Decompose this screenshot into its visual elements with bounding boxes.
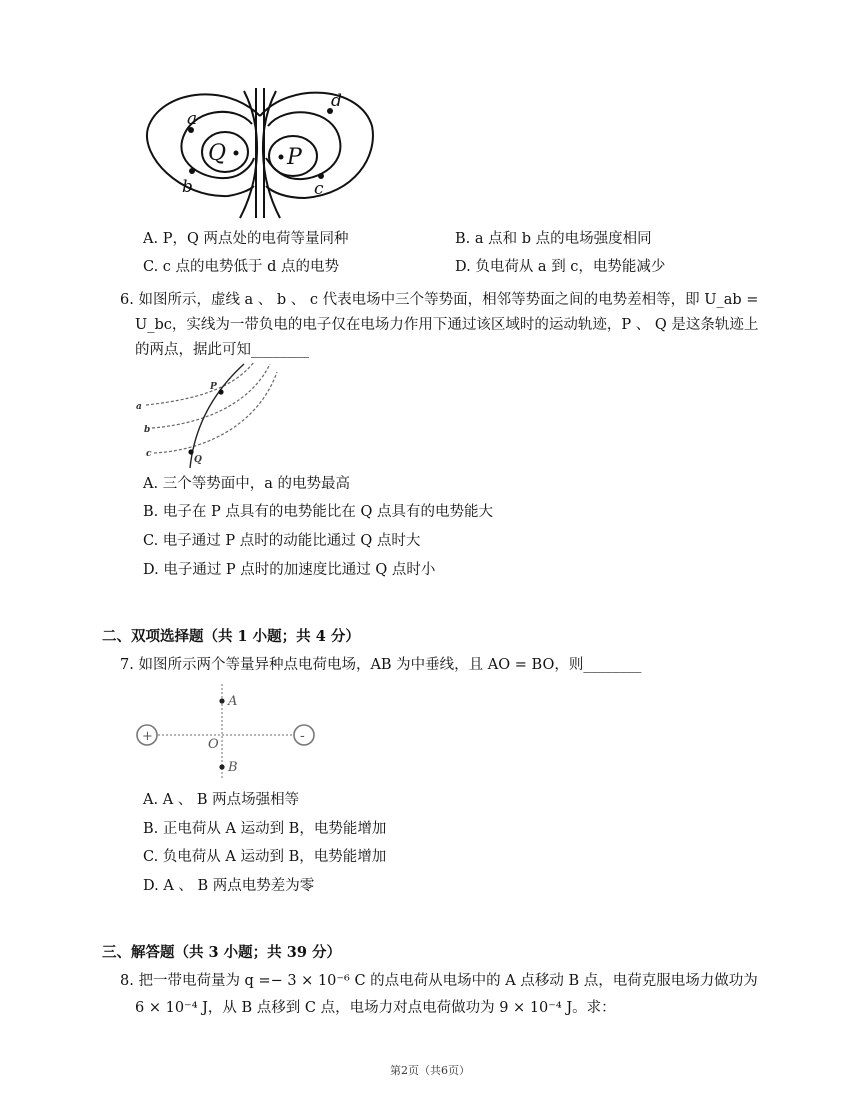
q7-negative-charge: - — [300, 728, 305, 744]
q6-stem-line3: 的两点，据此可知________ — [135, 342, 309, 358]
section-heading-2: 二、双项选择题（共 1 小题；共 4 分） — [102, 628, 360, 645]
q6-option-a: A. 三个等势面中，a 的电势最高 — [143, 476, 350, 492]
q6-label-c: c — [146, 449, 152, 459]
q6-label-b: b — [144, 425, 151, 435]
q7-positive-charge: + — [142, 729, 153, 744]
q7-option-d: D. A 、 B 两点电势差为零 — [143, 878, 315, 894]
section-heading-3: 三、解答题（共 3 小题；共 39 分） — [102, 944, 341, 961]
q6-label-a: a — [136, 402, 142, 412]
q5-option-a: A. P，Q 两点处的电荷等量同种 — [143, 231, 349, 247]
q7-option-c: C. 负电荷从 A 运动到 B，电势能增加 — [143, 849, 387, 865]
q7-option-b: B. 正电荷从 A 运动到 B，电势能增加 — [143, 821, 387, 837]
q6-label-P: P — [210, 382, 217, 392]
q5-option-b: B. a 点和 b 点的电场强度相同 — [455, 231, 652, 247]
q5-label-a: a — [187, 109, 198, 129]
q6-stem-line2: U_bc，实线为一带负电的电子仅在电场力作用下通过该区域时的运动轨迹，P 、 Q 是这条轨迹上 — [135, 317, 759, 333]
q5-label-d: d — [331, 91, 342, 111]
q7-label-B: B — [228, 760, 238, 775]
q7-option-a: A. A 、 B 两点场强相等 — [143, 792, 300, 808]
q6-option-d: D. 电子通过 P 点时的加速度比通过 Q 点时小 — [143, 562, 436, 578]
q5-label-b: b — [182, 177, 193, 197]
q7-label-O: O — [208, 737, 219, 752]
q6-label-Q: Q — [194, 455, 202, 465]
q8-stem-line2: 6 × 10⁻⁴ J，从 B 点移到 C 点，电场力对点电荷做功为 9 × 10⁻⁴ J。求： — [135, 1000, 616, 1016]
q5-option-d: D. 负电荷从 a 到 c，电势能减少 — [455, 259, 666, 275]
q5-label-c: c — [314, 179, 324, 199]
page-footer: 第2页（共6页） — [390, 1064, 470, 1077]
q8-stem-line1: 8. 把一带电荷量为 q =− 3 × 10⁻⁶ C 的点电荷从电场中的 A 点移动 B 点，电荷克服电场力做功为 — [120, 973, 758, 989]
q5-field-figure — [140, 86, 380, 220]
q6-option-c: C. 电子通过 P 点时的动能比通过 Q 点时大 — [143, 533, 421, 549]
q5-option-c: C. c 点的电势低于 d 点的电势 — [143, 259, 340, 275]
q7-dipole-figure — [132, 680, 322, 782]
q7-label-A: A — [228, 694, 238, 709]
q6-equipotential-figure — [132, 360, 282, 470]
q6-stem-line1: 6. 如图所示，虚线 a 、 b 、 c 代表电场中三个等势面，相邻等势面之间的电势差相等，即 U_ab = — [120, 292, 759, 308]
q7-stem: 7. 如图所示两个等量异种点电荷电场，AB 为中垂线，且 AO = BO，则________ — [120, 657, 642, 673]
q5-label-P: P — [287, 145, 302, 170]
q5-label-Q: Q — [208, 141, 227, 166]
q6-option-b: B. 电子在 P 点具有的电势能比在 Q 点具有的电势能大 — [143, 504, 493, 520]
